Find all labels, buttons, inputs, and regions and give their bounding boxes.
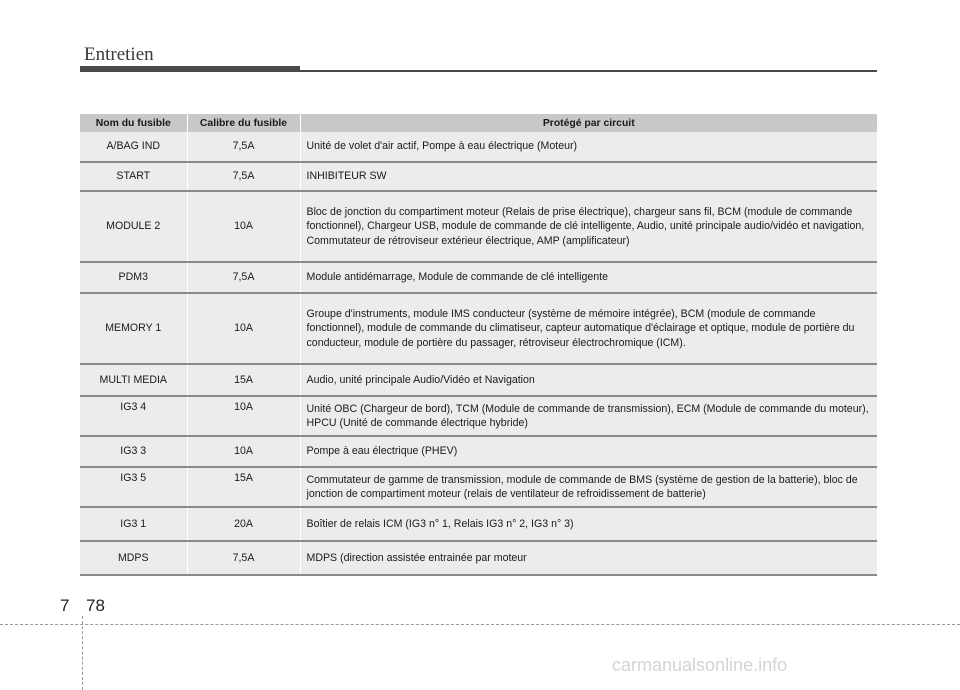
fuse-circuit: Groupe d'instruments, module IMS conducteur (système de mémoire intégrée), BCM (module de commande fonctionnel), module de commande du climatiseur, capteur automatique d'éclairage et optique, module de portière du conducteur, module de portière du passager, rétroviseur électrochromique (ICM). — [300, 293, 877, 364]
fuse-rating: 7,5A — [187, 541, 300, 575]
table-row — [80, 364, 877, 396]
fuse-rating: 10A — [187, 436, 300, 467]
margin-rule — [82, 616, 83, 690]
column-header-fuse-rating: Calibre du fusible — [187, 114, 300, 132]
page-number: 78 — [86, 596, 105, 615]
fuse-rating: 20A — [187, 507, 300, 541]
fuse-name: A/BAG IND — [80, 132, 187, 162]
fuse-circuit: Pompe à eau électrique (PHEV) — [300, 436, 877, 467]
fuse-rating: 10A — [187, 191, 300, 262]
table-row — [80, 396, 877, 436]
table-header-row — [80, 114, 877, 132]
fuse-name: IG3 3 — [80, 436, 187, 467]
fuse-rating: 15A — [187, 364, 300, 396]
table-row — [80, 467, 877, 507]
table-row — [80, 436, 877, 467]
fuse-circuit: Boîtier de relais ICM (IG3 n° 1, Relais IG3 n° 2, IG3 n° 3) — [300, 507, 877, 541]
fuse-circuit: Bloc de jonction du compartiment moteur (Relais de prise électrique), chargeur sans fil, BCM (module de commande fonctionnel), Chargeur USB, module de commande de clé intelligente, Audio, unité principale audio/vidéo et navigation, Commutateur de rétroviseur extérieur électrique, AMP (amplificateur) — [300, 191, 877, 262]
column-header-fuse-name: Nom du fusible — [80, 114, 187, 132]
table-row — [80, 293, 877, 364]
table-row — [80, 191, 877, 262]
fuse-rating: 7,5A — [187, 162, 300, 191]
watermark: carmanualsonline.info — [612, 655, 788, 675]
table-row — [80, 162, 877, 191]
fuse-name: IG3 1 — [80, 507, 187, 541]
fuse-name: START — [80, 162, 187, 191]
footer-rule — [0, 624, 960, 625]
fuse-circuit: MDPS (direction assistée entrainée par moteur — [300, 541, 877, 575]
fuse-name: IG3 4 — [80, 396, 187, 436]
chapter-number: 7 — [60, 596, 70, 615]
fuse-name: MEMORY 1 — [80, 293, 187, 364]
fuse-name: IG3 5 — [80, 467, 187, 507]
fuse-name: MODULE 2 — [80, 191, 187, 262]
fuse-rating: 7,5A — [187, 262, 300, 293]
column-header-protected-circuit: Protégé par circuit — [300, 114, 877, 132]
fuse-name: MULTI MEDIA — [80, 364, 187, 396]
fuse-circuit: Unité OBC (Chargeur de bord), TCM (Module de commande de transmission), ECM (Module de commande du moteur), HPCU (Unité de commande électrique hybride) — [300, 396, 877, 436]
fuse-rating: 15A — [187, 467, 300, 507]
fuse-circuit: INHIBITEUR SW — [300, 162, 877, 191]
fuse-circuit: Unité de volet d'air actif, Pompe à eau électrique (Moteur) — [300, 132, 877, 162]
fuse-circuit: Commutateur de gamme de transmission, module de commande de BMS (système de gestion de la batterie), bloc de jonction de compartiment moteur (relais de ventilateur de refroidissement de batterie) — [300, 467, 877, 507]
fuse-name: PDM3 — [80, 262, 187, 293]
table-row — [80, 541, 877, 575]
header-rule-thin — [300, 70, 877, 72]
fuse-rating: 7,5A — [187, 132, 300, 162]
fuse-name: MDPS — [80, 541, 187, 575]
fuse-table — [80, 114, 877, 576]
table-row — [80, 507, 877, 541]
table-row — [80, 132, 877, 162]
table-row — [80, 262, 877, 293]
section-title: Entretien — [84, 44, 154, 65]
fuse-rating: 10A — [187, 293, 300, 364]
header-rule-thick — [80, 66, 300, 72]
fuse-rating: 10A — [187, 396, 300, 436]
fuse-circuit: Module antidémarrage, Module de commande de clé intelligente — [300, 262, 877, 293]
fuse-circuit: Audio, unité principale Audio/Vidéo et Navigation — [300, 364, 877, 396]
